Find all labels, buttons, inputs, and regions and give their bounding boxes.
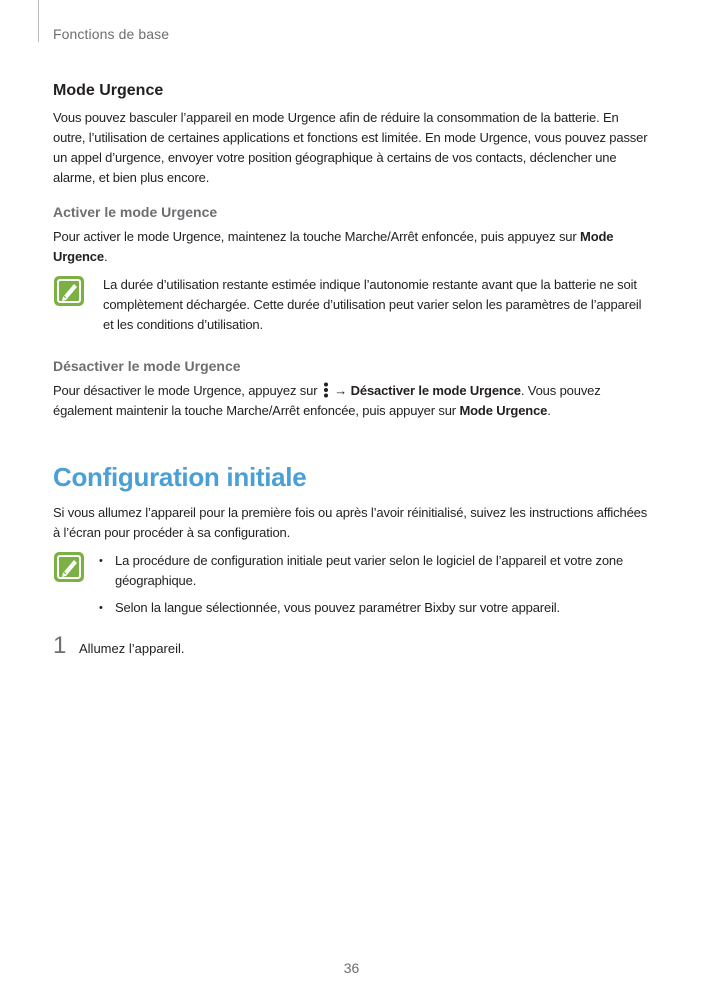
page-content [53,82,648,660]
deactivate-bold: Désactiver le mode Urgence [350,383,521,398]
note-block [53,275,648,335]
header-title: Fonctions de base [53,26,170,42]
deactivate-paragraph [53,381,648,421]
note-block-config [53,551,648,618]
more-options-icon [321,382,331,398]
activate-text: Pour activer le mode Urgence, maintenez la touche Marche/Arrêt enfoncée, puis appuyez sur [53,229,581,244]
note-bullets [99,551,648,618]
deactivate-title: Désactiver le mode Urgence [53,358,241,374]
list-item [99,598,648,618]
bullet-icon: • [99,555,103,567]
deactivate-text-middle: . Vous pouvez également maintenir la touche Marche/Arrêt enfoncée, puis appuyer sur [53,383,601,418]
activate-title: Activer le mode Urgence [53,204,218,220]
list-item [99,551,648,591]
bullet-text: La procédure de configuration initiale peut varier selon le logiciel de l’appareil et votre zone géographique. [115,553,624,588]
activate-bold: Mode Urgence [53,229,614,264]
configuration-title: Configuration initiale [53,462,307,492]
deactivate-bold-2: Mode Urgence [459,403,548,418]
note-text: La durée d’utilisation restante estimée indique l’autonomie restante avant que la batterie ne soit complètement déchargée. Cette durée d’utilisation peut varier selon les paramètres de l’appareil et les conditions d’utilisation. [103,277,642,332]
mode-urgence-title: Mode Urgence [53,82,164,99]
bullet-icon: • [99,602,103,614]
note-icon [53,551,85,583]
step-text: Allumez l’appareil. [79,641,185,656]
arrow-text: → [330,383,351,398]
activate-text-end: . [103,249,108,264]
configuration-intro: Si vous allumez l’appareil pour la première fois ou après l’avoir réinitialisé, suivez les instructions affichées à l’écran pour procéder à sa configuration. [53,505,648,540]
deactivate-text-end: . [547,403,551,418]
step-1 [53,632,648,660]
step-number: 1 [53,632,67,659]
page-number: 36 [343,960,360,976]
mode-urgence-intro: Vous pouvez basculer l’appareil en mode Urgence afin de réduire la consommation de la batterie. En outre, l’utilisation de certaines applications et fonctions est limitée. En mode Urgence, vous pouvez passer un appel d’urgence, envoyer votre position géographique à certains de vos contacts, déclencher une alarme, et bien plus encore. [53,110,648,185]
note-icon [53,275,85,307]
deactivate-text: Pour désactiver le mode Urgence, appuyez sur [53,383,321,398]
header-rule [38,0,39,42]
bullet-text: Selon la langue sélectionnée, vous pouvez paramétrer Bixby sur votre appareil. [115,600,561,615]
activate-paragraph [53,227,648,267]
